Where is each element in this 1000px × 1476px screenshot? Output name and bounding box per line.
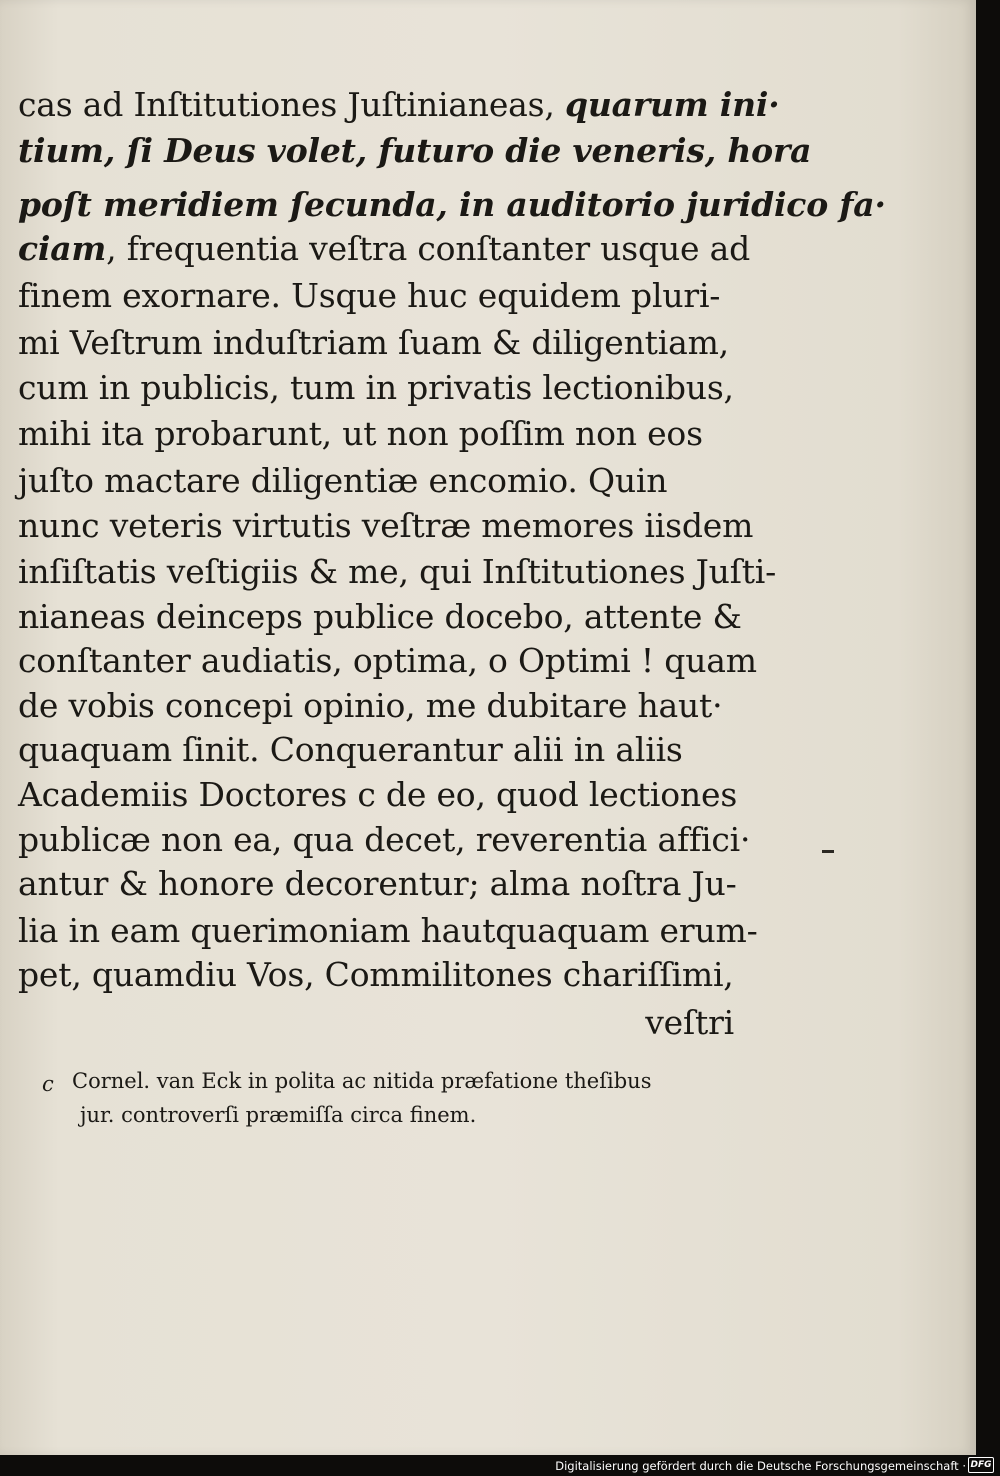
text-line-10: nunc veteris virtutis veſtræ memores iisdem [18,506,754,545]
text-line-3: poſt meridiem ſecunda, in auditorio juridico fa· [18,185,886,224]
text-line-4: ciam, frequentia veſtra conſtanter usque ad [18,229,751,268]
text-line-12: nianeas deinceps publice docebo, attente & [18,597,742,636]
footnote-mark: c [42,1072,54,1096]
text-line-13: conſtanter audiatis, optima, o Optimi ! quam [18,641,757,680]
text-line-7: cum in publicis, tum in privatis lectionibus, [18,368,734,407]
text-line-16: Academiis Doctores c de eo, quod lectiones [18,775,738,814]
text-line-5: finem exornare. Usque huc equidem pluri- [18,276,721,315]
text-line-2: tium, ſi Deus volet, futuro die veneris, hora [18,131,812,170]
text-line-8: mihi ita probarunt, ut non poſſim non eos [18,414,703,453]
text-line-17: publicæ non ea, qua decet, reverentia affici· [18,820,751,859]
text-line-1: cas ad Inſtitutiones Juſtinianeas, quarum ini· [18,85,780,124]
catchword: veſtri [645,1003,734,1042]
footnote-line-2: jur. controverſi præmiſſa circa finem. [80,1103,477,1127]
text-line-18: antur & honore decorentur; alma noſtra Ju- [18,864,737,903]
text-line-11: inſiſtatis veſtigiis & me, qui Inſtitutiones Juſti- [18,552,777,591]
footnote-line-1: Cornel. van Eck in polita ac nitida præfatione theſibus [72,1069,652,1093]
text-line-19: lia in eam querimoniam hautquaquam erum- [18,911,758,950]
text-line-20: pet, quamdiu Vos, Commilitones chariſſimi, [18,955,734,994]
text-line-15: quaquam ſinit. Conquerantur alii in aliis [18,730,683,769]
text-line-9: juſto mactare diligentiæ encomio. Quin [18,461,668,500]
credit-bar [0,1455,1000,1476]
margin-mark [822,850,834,853]
credit-text: Digitalisierung gefördert durch die Deutsche Forschungsgemeinschaft · [555,1459,966,1473]
text-line-6: mi Veſtrum induſtriam ſuam & diligentiam, [18,323,729,362]
dfg-logo-icon: DFG [968,1457,994,1473]
text-line-14: de vobis concepi opinio, me dubitare haut· [18,686,723,725]
